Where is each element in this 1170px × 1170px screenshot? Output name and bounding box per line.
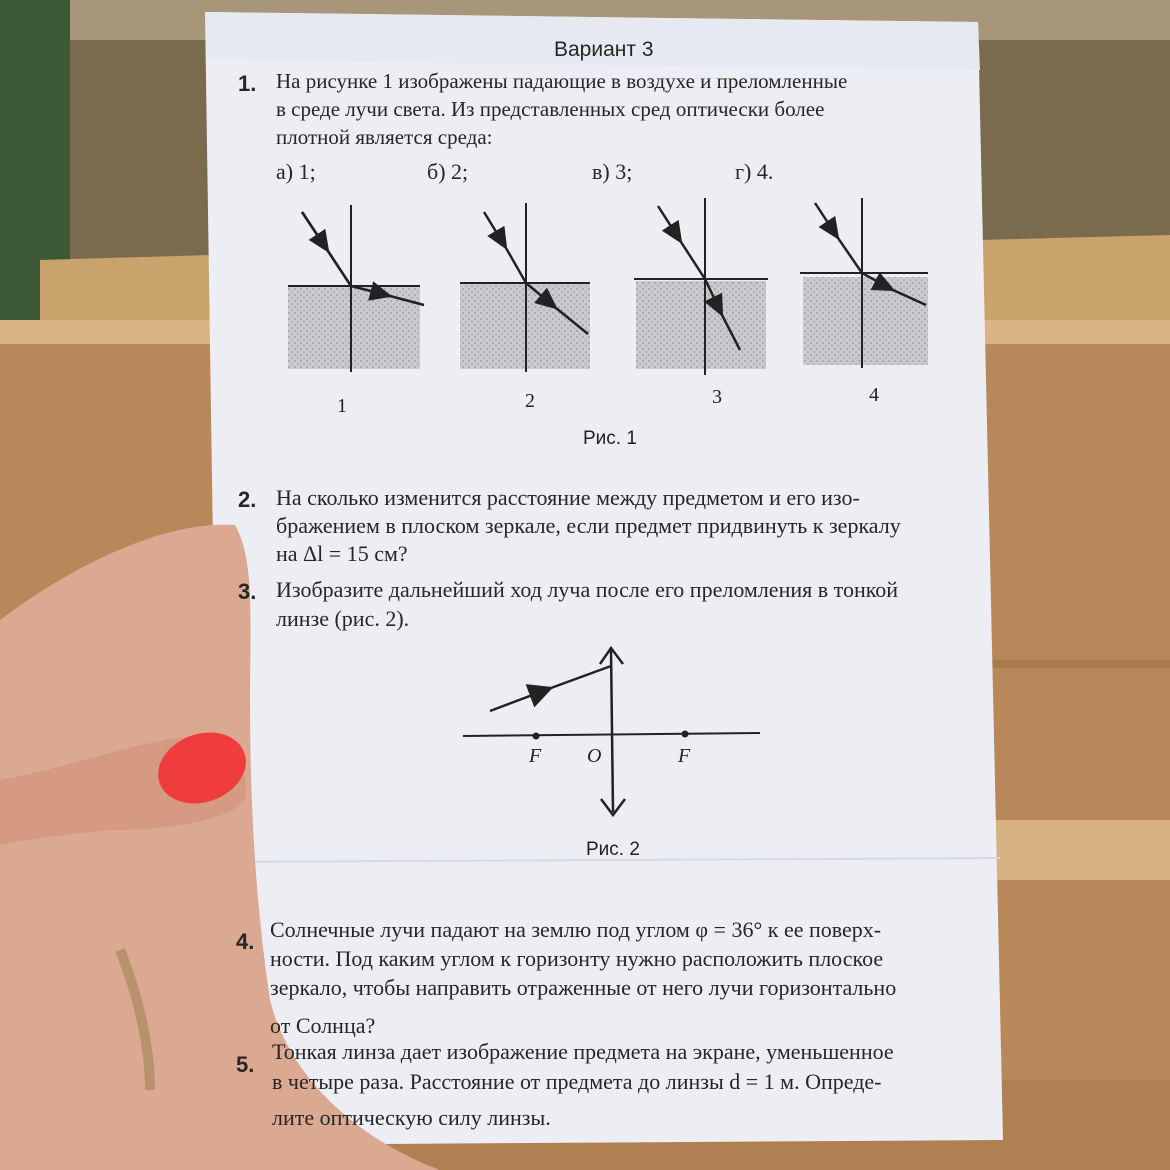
q3-line-1: Изобразите дальнейший ход луча после его преломления в тонкой [276,577,899,602]
fig2-caption: Рис. 2 [586,839,640,860]
fig1-label-3: 3 [712,386,722,408]
q1-option-d: г) 4. [735,159,774,184]
q1-line-2: в среде лучи света. Из представленных сред оптически более [276,97,825,121]
fig2-label-o: O [587,745,602,767]
q4-line-2: ности. Под каким углом к горизонту нужно расположить плоское [270,946,884,971]
fig2-label-f-right: F [678,745,691,767]
q5-line-2: в четыре раза. Расстояние от предмета до линзы d = 1 м. Опреде- [272,1069,882,1094]
q5-number: 5. [236,1052,255,1077]
q1-line-3: плотной является среда: [276,125,493,149]
focus-left-point [533,733,540,740]
q1-line-1: На рисунке 1 изображены падающие в воздухе и преломленные [276,69,848,93]
q4-line-4: от Солнца? [270,1013,376,1038]
fig2-label-f-left: F [529,745,542,767]
q3-number: 3. [238,579,257,604]
fig1-caption: Рис. 1 [583,428,637,449]
q4-line-3: зеркало, чтобы направить отраженные от него лучи горизонтально [270,975,897,1000]
fig1-label-1: 1 [337,395,347,417]
q1-option-c: в) 3; [592,159,633,184]
fig1-label-4: 4 [869,384,879,406]
q1-option-b: б) 2; [427,159,469,184]
variant-title: Вариант 3 [554,38,654,61]
q2-line-2: бражением в плоском зеркале, если предмет придвинуть к зеркалу [276,513,901,538]
fig1-label-2: 2 [525,390,535,412]
q3-line-2: линзе (рис. 2). [276,606,410,631]
q1-option-a: а) 1; [276,159,316,184]
q2-line-3: на Δl = 15 см? [276,541,408,566]
q2-line-1: На сколько изменится расстояние между предметом и его изо- [276,485,860,510]
q4-number: 4. [236,929,255,954]
q2-number: 2. [238,487,257,512]
incident-ray [490,666,611,711]
q5-line-3: лите оптическую силу линзы. [272,1105,551,1130]
focus-right-point [682,731,689,738]
q4-line-1: Солнечные лучи падают на землю под углом φ = 36° к ее поверх- [270,917,882,942]
q5-line-1: Тонкая линза дает изображение предмета на экране, уменьшенное [272,1039,894,1064]
q1-number: 1. [238,71,257,96]
lens [611,650,613,812]
